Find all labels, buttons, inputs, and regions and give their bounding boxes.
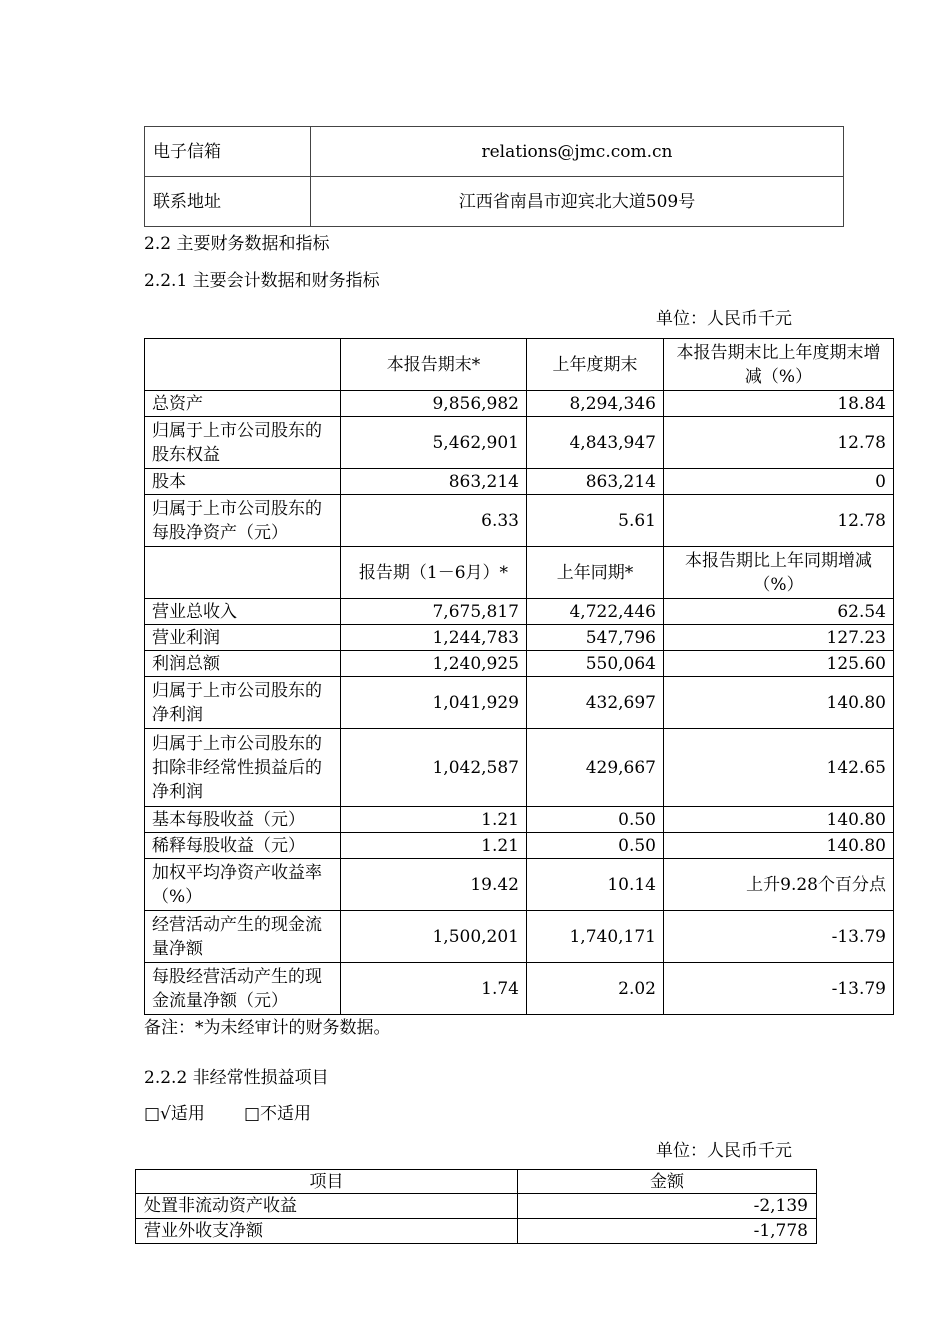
header-cell: 报告期（1－6月）*	[341, 547, 527, 599]
non-recurring-items-table	[135, 1169, 817, 1244]
value-cell: 2.02	[527, 963, 664, 1015]
section-heading-2-2: 2.2 主要财务数据和指标	[144, 234, 330, 254]
value-cell: 125.60	[664, 651, 894, 677]
row-label: 利润总额	[145, 651, 341, 677]
not-applicable-checkbox: □不适用	[244, 1104, 312, 1124]
value-cell: 8,294,346	[527, 391, 664, 417]
value-cell: 1.74	[341, 963, 527, 1015]
value-cell: 0.50	[527, 833, 664, 859]
value-cell: 1,500,201	[341, 911, 527, 963]
row-label: 每股经营活动产生的现金流量净额（元）	[145, 963, 341, 1015]
table-header-row	[136, 1170, 817, 1194]
value-cell: 9,856,982	[341, 391, 527, 417]
row-label: 股本	[145, 469, 341, 495]
row-label: 归属于上市公司股东的每股净资产（元）	[145, 495, 341, 547]
table-row	[145, 833, 894, 859]
table-row	[145, 729, 894, 807]
value-cell: 12.78	[664, 417, 894, 469]
table-row	[145, 625, 894, 651]
contact-value-email: relations@jmc.com.cn	[311, 127, 844, 177]
value-cell: 18.84	[664, 391, 894, 417]
value-cell: 10.14	[527, 859, 664, 911]
table-row	[145, 469, 894, 495]
value-cell: 1.21	[341, 807, 527, 833]
table-row	[145, 417, 894, 469]
value-cell: 5.61	[527, 495, 664, 547]
value-cell: 432,697	[527, 677, 664, 729]
value-cell: -13.79	[664, 963, 894, 1015]
row-label: 经营活动产生的现金流量净额	[145, 911, 341, 963]
table-row	[145, 963, 894, 1015]
row-label: 营业外收支净额	[136, 1219, 518, 1244]
unit-label: 单位：人民币千元	[656, 1141, 792, 1161]
value-cell: -2,139	[518, 1194, 817, 1219]
table-row	[145, 177, 844, 227]
value-cell: 4,722,446	[527, 599, 664, 625]
table-row	[145, 651, 894, 677]
value-cell: 127.23	[664, 625, 894, 651]
financial-data-table	[144, 338, 894, 1015]
table-row	[145, 911, 894, 963]
value-cell: 1.21	[341, 833, 527, 859]
value-cell: 140.80	[664, 677, 894, 729]
row-label: 归属于上市公司股东的净利润	[145, 677, 341, 729]
unit-label: 单位：人民币千元	[656, 309, 792, 329]
contact-table	[144, 126, 844, 227]
value-cell: 19.42	[341, 859, 527, 911]
value-cell: 1,041,929	[341, 677, 527, 729]
table-row	[145, 859, 894, 911]
table-row	[145, 599, 894, 625]
row-label: 总资产	[145, 391, 341, 417]
contact-value-address: 江西省南昌市迎宾北大道509号	[311, 177, 844, 227]
contact-label: 电子信箱	[145, 127, 311, 177]
value-cell: 1,244,783	[341, 625, 527, 651]
value-cell: 62.54	[664, 599, 894, 625]
row-label: 归属于上市公司股东的股东权益	[145, 417, 341, 469]
header-cell: 本报告期末*	[341, 339, 527, 391]
header-cell: 金额	[518, 1170, 817, 1194]
value-cell: 863,214	[341, 469, 527, 495]
table-header-row	[145, 339, 894, 391]
value-cell: 142.65	[664, 729, 894, 807]
value-cell: 4,843,947	[527, 417, 664, 469]
value-cell: 上升9.28个百分点	[664, 859, 894, 911]
header-cell	[145, 339, 341, 391]
table-row	[145, 127, 844, 177]
value-cell: 0.50	[527, 807, 664, 833]
header-cell: 上年同期*	[527, 547, 664, 599]
row-label: 处置非流动资产收益	[136, 1194, 518, 1219]
row-label: 基本每股收益（元）	[145, 807, 341, 833]
header-cell: 项目	[136, 1170, 518, 1194]
table-row	[136, 1194, 817, 1219]
value-cell: 547,796	[527, 625, 664, 651]
value-cell: 5,462,901	[341, 417, 527, 469]
section-heading-2-2-2: 2.2.2 非经常性损益项目	[144, 1068, 329, 1088]
table-row	[136, 1219, 817, 1244]
value-cell: 1,240,925	[341, 651, 527, 677]
value-cell: 6.33	[341, 495, 527, 547]
value-cell: 429,667	[527, 729, 664, 807]
row-label: 营业利润	[145, 625, 341, 651]
footnote: 备注：*为未经审计的财务数据。	[144, 1018, 391, 1038]
row-label: 加权平均净资产收益率（%）	[145, 859, 341, 911]
row-label: 稀释每股收益（元）	[145, 833, 341, 859]
table-row	[145, 391, 894, 417]
value-cell: 7,675,817	[341, 599, 527, 625]
value-cell: 140.80	[664, 833, 894, 859]
value-cell: 140.80	[664, 807, 894, 833]
value-cell: 863,214	[527, 469, 664, 495]
value-cell: 550,064	[527, 651, 664, 677]
value-cell: 1,042,587	[341, 729, 527, 807]
value-cell: 0	[664, 469, 894, 495]
row-label: 营业总收入	[145, 599, 341, 625]
table-header-row	[145, 547, 894, 599]
value-cell: 12.78	[664, 495, 894, 547]
value-cell: -1,778	[518, 1219, 817, 1244]
table-row	[145, 677, 894, 729]
header-cell: 上年度期末	[527, 339, 664, 391]
row-label: 归属于上市公司股东的扣除非经常性损益后的净利润	[145, 729, 341, 807]
contact-label: 联系地址	[145, 177, 311, 227]
applicable-checkbox: □√适用	[144, 1104, 205, 1124]
table-row	[145, 807, 894, 833]
header-cell: 本报告期末比上年度期末增减（%）	[664, 339, 894, 391]
header-cell	[145, 547, 341, 599]
value-cell: 1,740,171	[527, 911, 664, 963]
header-cell: 本报告期比上年同期增减（%）	[664, 547, 894, 599]
table-row	[145, 495, 894, 547]
value-cell: -13.79	[664, 911, 894, 963]
section-heading-2-2-1: 2.2.1 主要会计数据和财务指标	[144, 271, 380, 291]
